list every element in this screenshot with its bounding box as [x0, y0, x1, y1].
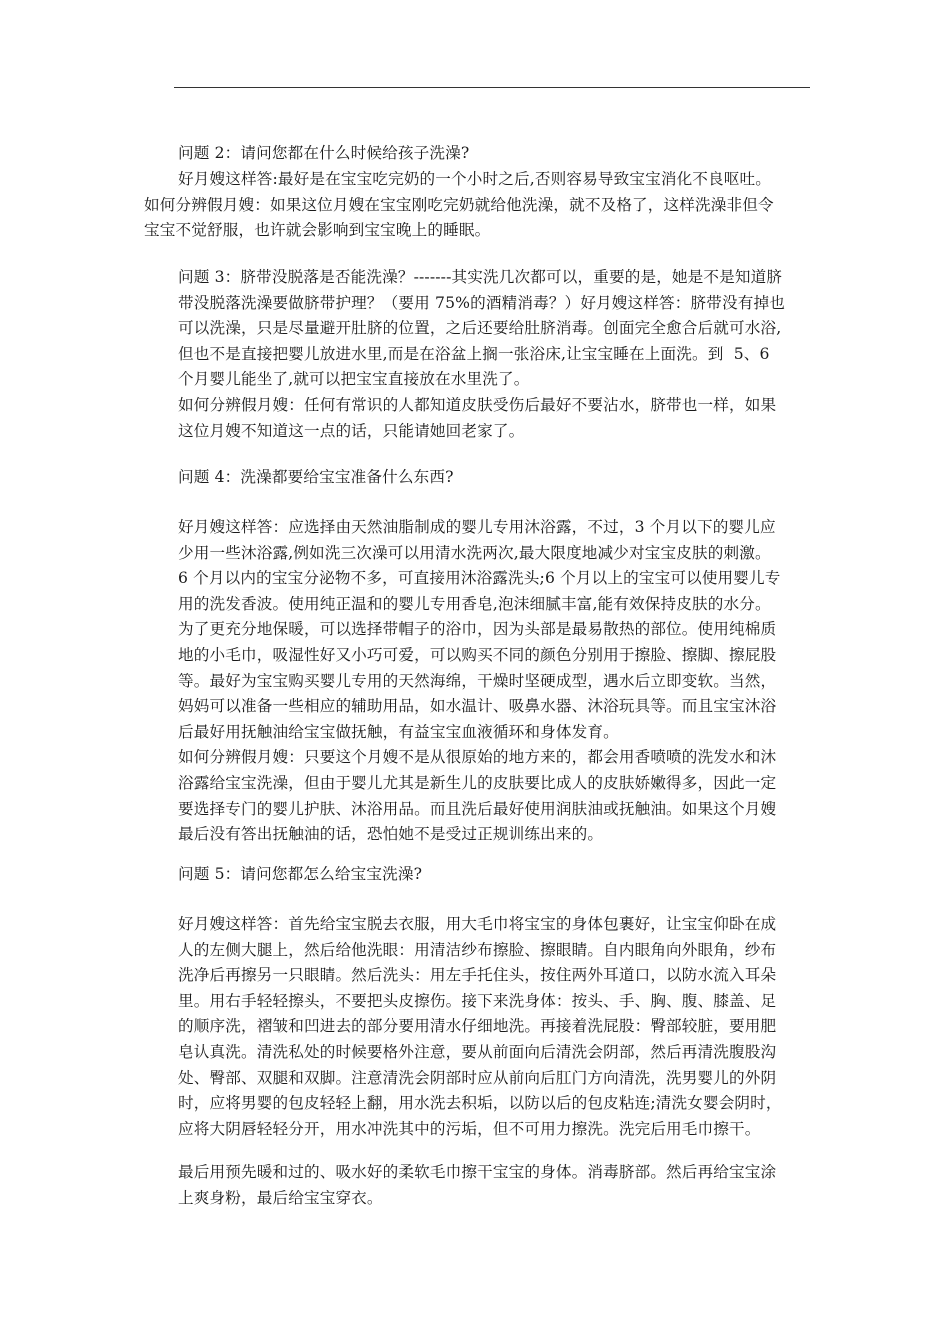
q4-line: 为了更充分地保暖，可以选择带帽子的浴巾，因为头部是最易散热的部位。使用纯棉质: [178, 620, 777, 639]
q3-line: 但也不是直接把婴儿放进水里,而是在浴盆上搁一张浴床,让宝宝睡在上面洗。到 5、6: [178, 344, 770, 363]
q3-line: 个月婴儿能坐了,就可以把宝宝直接放在水里洗了。: [178, 370, 530, 389]
q4-paragraph: [178, 515, 781, 848]
q4-line: 最后没有答出抚触油的话，恐怕她不是受过正规训练出来的。: [178, 825, 604, 844]
q2-answer: 好月嫂这样答:最好是在宝宝吃完奶的一个小时之后,否则容易导致宝宝消化不良呕吐。: [178, 170, 772, 188]
q3-line: 问题 3：脐带没脱落是否能洗澡？-------其实洗几次都可以，重要的是，她是不是知道脐: [178, 268, 783, 286]
q4-line: 地的小毛巾，吸湿性好又小巧可爱，可以购买不同的颜色分别用于擦脸、擦脚、擦屁股: [178, 645, 777, 664]
final-paragraph: [178, 1160, 776, 1211]
q3-paragraph: [178, 265, 785, 444]
q5-title: 问题 5：请问您都怎么给宝宝洗澡?: [178, 865, 423, 883]
q5-line: 人的左侧大腿上，然后给他洗眼：用清洁纱布擦脸、擦眼睛。自内眼角向外眼角，纱布: [178, 940, 777, 959]
q4-line: 后最好用抚触油给宝宝做抚触，有益宝宝血液循环和身体发育。: [178, 722, 619, 741]
q4-line: 6 个月以内的宝宝分泌物不多，可直接用沐浴露洗头;6 个月以上的宝宝可以使用婴儿专: [178, 569, 781, 588]
q4-line: 等。最好为宝宝购买婴儿专用的天然海绵，干燥时坚硬成型，遇水后立即变软。当然，: [178, 671, 777, 690]
q4-line: 少用一些沐浴露,例如洗三次澡可以用清水洗两次,最大限度地减少对宝宝皮肤的刺激。: [178, 543, 771, 562]
q4-line: 用的洗发香波。使用纯正温和的婴儿专用香皂,泡沫细腻丰富,能有效保持皮肤的水分。: [178, 594, 771, 613]
q4-line: 妈妈可以准备一些相应的辅助用品，如水温计、吸鼻水器、沐浴玩具等。而且宝宝沐浴: [178, 697, 777, 716]
q5-line: 的顺序洗，褶皱和凹进去的部分要用清水仔细地洗。再接着洗屁股：臀部较脏，要用肥: [178, 1017, 777, 1036]
q4-line: 浴露给宝宝洗澡，但由于婴儿尤其是新生儿的皮肤要比成人的皮肤娇嫩得多，因此一定: [178, 773, 777, 792]
q5-line: 好月嫂这样答：首先给宝宝脱去衣服，用大毛巾将宝宝的身体包裹好，让宝宝仰卧在成: [178, 915, 777, 933]
q5-line: 处、臀部、双腿和双脚。注意清洗会阴部时应从前向后肛门方向清洗，洗男婴儿的外阴: [178, 1068, 777, 1087]
q2-fake-line-2: 宝宝不觉舒服，也许就会影响到宝宝晚上的睡眠。: [144, 221, 491, 239]
q5-line: 洗净后再擦另一只眼睛。然后洗头：用左手托住头，按住两外耳道口，以防水流入耳朵: [178, 966, 777, 985]
header-rule: [174, 87, 810, 88]
q3-line: 如何分辨假月嫂：任何有常识的人都知道皮肤受伤后最好不要沾水，脐带也一样，如果: [178, 395, 777, 414]
q5-line: 应将大阴唇轻轻分开，用水冲洗其中的污垢，但不可用力擦洗。洗完后用毛巾擦干。: [178, 1119, 761, 1138]
q4-line: 要选择专门的婴儿护肤、沐浴用品。而且洗后最好使用润肤油或抚触油。如果这个月嫂: [178, 799, 777, 818]
q4-line: 如何分辨假月嫂：只要这个月嫂不是从很原始的地方来的，都会用香喷喷的洗发水和沐: [178, 748, 777, 767]
q5-line: 里。用右手轻轻擦头，不要把头皮擦伤。接下来洗身体：按头、手、胸、腹、膝盖、足: [178, 991, 777, 1010]
q2-fake-line-1: 如何分辨假月嫂：如果这位月嫂在宝宝刚吃完奶就给他洗澡，就不及格了，这样洗澡非但令: [144, 196, 774, 214]
q4-line: 好月嫂这样答：应选择由天然油脂制成的婴儿专用沐浴露，不过，3 个月以下的婴儿应: [178, 518, 776, 536]
q2-title: 问题 2：请问您都在什么时候给孩子洗澡?: [178, 144, 470, 162]
q5-line: 时，应将男婴的包皮轻轻上翻，用水洗去积垢，以防以后的包皮粘连;清洗女婴会阴时，: [178, 1094, 782, 1113]
final-line: 上爽身粉，最后给宝宝穿衣。: [178, 1188, 383, 1207]
q3-line: 可以洗澡，只是尽量避开肚脐的位置，之后还要给肚脐消毒。创面完全愈合后就可水浴,: [178, 319, 782, 338]
q5-paragraph: [178, 912, 782, 1142]
q4-title: 问题 4：洗澡都要给宝宝准备什么东西?: [178, 468, 454, 486]
q5-line: 皂认真洗。清洗私处的时候要格外注意，要从前面向后清洗会阴部，然后再清洗腹股沟: [178, 1042, 777, 1061]
q3-line: 带没脱落洗澡要做脐带护理？（要用 75%的酒精消毒？）好月嫂这样答：脐带没有掉也: [178, 293, 785, 312]
final-line: 最后用预先暖和过的、吸水好的柔软毛巾擦干宝宝的身体。消毒脐部。然后再给宝宝涂: [178, 1163, 777, 1181]
q3-line: 这位月嫂不知道这一点的话，只能请她回老家了。: [178, 421, 525, 440]
